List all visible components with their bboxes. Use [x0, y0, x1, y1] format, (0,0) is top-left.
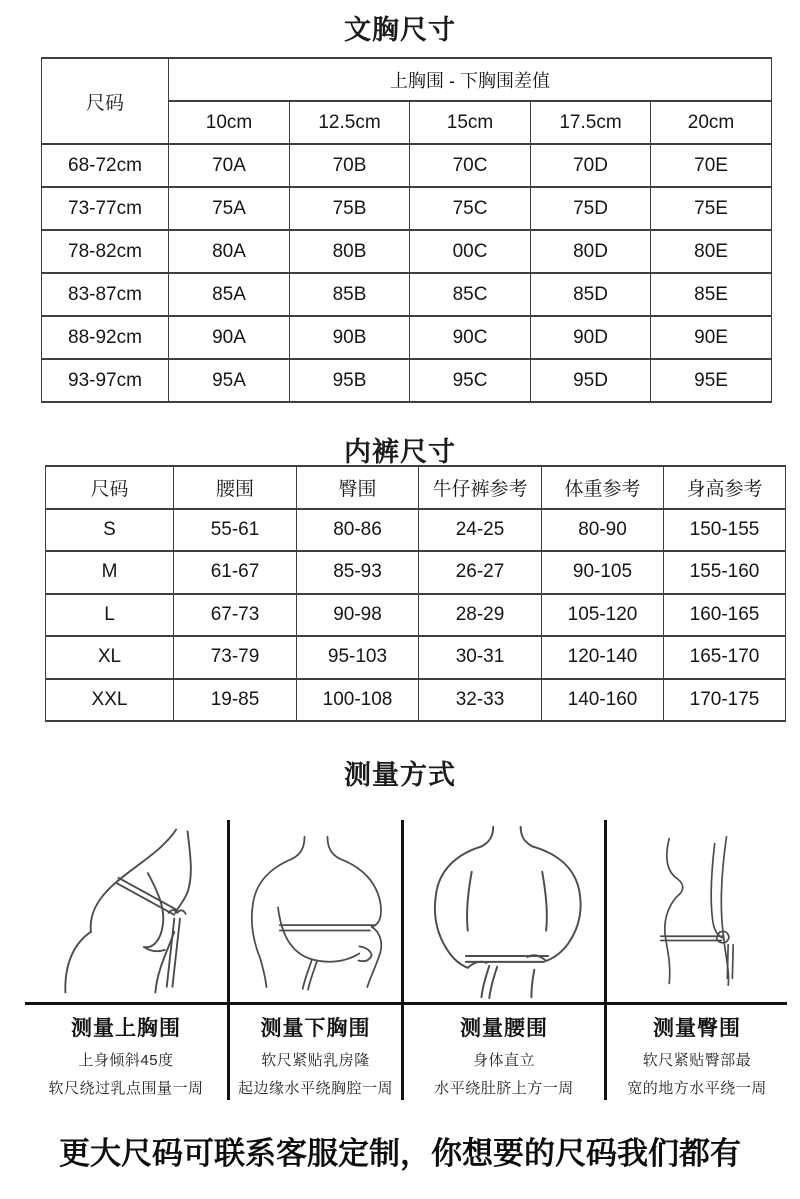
caption-line: 起边缘水平绕胸腔一周 — [237, 1080, 393, 1097]
bra-col-header: 10cm — [169, 101, 290, 144]
table-cell: 85D — [531, 273, 651, 316]
table-cell: 73-77cm — [42, 187, 169, 230]
table-cell: 26-27 — [419, 551, 542, 594]
table-cell: 85C — [410, 273, 531, 316]
caption-line: 水平绕肚脐上方一周 — [434, 1080, 574, 1097]
table-cell: 95E — [651, 359, 772, 402]
panty-section-title: 内裤尺寸 — [344, 437, 456, 467]
table-row — [42, 58, 772, 101]
table-cell: 150-155 — [664, 509, 786, 552]
table-cell: 95-103 — [297, 636, 419, 679]
under-bust-illustration — [230, 820, 401, 1005]
table-cell: 83-87cm — [42, 273, 169, 316]
bra-size-table — [41, 57, 772, 403]
table-cell: 105-120 — [542, 594, 664, 637]
caption-title: 测量腰围 — [460, 1017, 548, 1040]
table-cell: M — [46, 551, 174, 594]
table-cell: 80B — [290, 230, 410, 273]
table-cell: 90-105 — [542, 551, 664, 594]
table-cell: 75C — [410, 187, 531, 230]
table-cell: 61-67 — [174, 551, 297, 594]
lean-forward-figure-icon — [36, 822, 216, 1000]
caption-title: 测量下胸围 — [260, 1017, 371, 1040]
table-cell: 93-97cm — [42, 359, 169, 402]
panty-col-header: 腰围 — [174, 466, 297, 509]
table-cell: 120-140 — [542, 636, 664, 679]
bra-col-header: 15cm — [410, 101, 531, 144]
table-cell: XXL — [46, 679, 174, 722]
table-cell: 165-170 — [664, 636, 786, 679]
table-cell: XL — [46, 636, 174, 679]
table-row — [46, 636, 786, 679]
table-cell: S — [46, 509, 174, 552]
table-row — [42, 230, 772, 273]
table-row — [42, 359, 772, 402]
table-cell: 90E — [651, 316, 772, 359]
table-cell: 88-92cm — [42, 316, 169, 359]
caption-line: 上身倾斜45度 — [78, 1052, 174, 1069]
table-cell: 78-82cm — [42, 230, 169, 273]
table-row — [42, 144, 772, 187]
table-row — [46, 679, 786, 722]
panty-size-table — [45, 465, 786, 722]
table-cell: 95A — [169, 359, 290, 402]
table-cell: 85E — [651, 273, 772, 316]
table-cell: L — [46, 594, 174, 637]
table-cell: 70A — [169, 144, 290, 187]
table-row — [46, 551, 786, 594]
table-cell: 90C — [410, 316, 531, 359]
table-cell: 85B — [290, 273, 410, 316]
table-row — [42, 316, 772, 359]
table-cell: 90-98 — [297, 594, 419, 637]
table-cell: 80E — [651, 230, 772, 273]
table-cell: 80D — [531, 230, 651, 273]
table-cell: 67-73 — [174, 594, 297, 637]
table-cell: 70B — [290, 144, 410, 187]
caption-title: 测量上胸围 — [71, 1017, 181, 1040]
table-row — [46, 509, 786, 552]
custom-size-note: 更大尺码可联系客服定制，你想要的尺码我们都有 — [59, 1136, 741, 1171]
hip-figure-icon — [617, 822, 777, 1000]
table-cell: 170-175 — [664, 679, 786, 722]
table-cell: 90B — [290, 316, 410, 359]
bra-group-header: 上胸围 - 下胸围差值 — [169, 58, 772, 101]
table-cell: 155-160 — [664, 551, 786, 594]
caption-line: 软尺紧贴乳房隆 — [261, 1052, 370, 1069]
measure-panels — [25, 820, 789, 1100]
table-cell: 90D — [531, 316, 651, 359]
table-cell: 32-33 — [419, 679, 542, 722]
caption-title: 测量臀围 — [653, 1017, 741, 1040]
table-cell: 75B — [290, 187, 410, 230]
waist-caption — [404, 1005, 604, 1098]
table-cell: 85-93 — [297, 551, 419, 594]
caption-line: 软尺绕过乳点围量一周 — [48, 1080, 204, 1097]
waist-figure-icon — [411, 822, 597, 1000]
caption-line: 宽的地方水平绕一周 — [627, 1080, 767, 1097]
panty-col-header: 体重参考 — [542, 466, 664, 509]
hip-illustration — [607, 820, 787, 1005]
measure-panel-under-bust — [230, 820, 404, 1100]
panty-col-header: 尺码 — [46, 466, 174, 509]
table-cell: 19-85 — [174, 679, 297, 722]
upper-bust-caption — [25, 1005, 227, 1098]
table-cell: 95B — [290, 359, 410, 402]
bra-col-header: 20cm — [651, 101, 772, 144]
upper-bust-illustration — [25, 820, 227, 1005]
panty-col-header: 身高参考 — [664, 466, 786, 509]
table-cell: 30-31 — [419, 636, 542, 679]
table-cell: 28-29 — [419, 594, 542, 637]
table-cell: 80-86 — [297, 509, 419, 552]
bra-table-body — [42, 144, 772, 402]
table-row — [42, 187, 772, 230]
table-cell: 75A — [169, 187, 290, 230]
table-cell: 95C — [410, 359, 531, 402]
table-cell: 75E — [651, 187, 772, 230]
table-cell: 55-61 — [174, 509, 297, 552]
caption-line: 软尺紧贴臀部最 — [642, 1052, 752, 1069]
table-cell: 80A — [169, 230, 290, 273]
waist-illustration — [404, 820, 604, 1005]
table-cell: 00C — [410, 230, 531, 273]
underbust-figure-icon — [232, 822, 400, 1000]
table-cell: 160-165 — [664, 594, 786, 637]
measure-panel-upper-bust — [25, 820, 230, 1100]
panty-col-header: 臀围 — [297, 466, 419, 509]
bra-col-header: 12.5cm — [290, 101, 410, 144]
hip-caption — [607, 1005, 787, 1098]
panty-table-body — [46, 509, 786, 722]
table-cell: 70C — [410, 144, 531, 187]
table-cell: 140-160 — [542, 679, 664, 722]
caption-line: 身体直立 — [472, 1052, 535, 1069]
bra-section-title: 文胸尺寸 — [344, 15, 456, 45]
table-cell: 90A — [169, 316, 290, 359]
measure-panel-hip — [607, 820, 787, 1100]
table-row — [46, 594, 786, 637]
table-cell: 85A — [169, 273, 290, 316]
table-cell: 70E — [651, 144, 772, 187]
table-cell: 75D — [531, 187, 651, 230]
measure-section-title: 测量方式 — [344, 760, 456, 790]
bra-col-header: 17.5cm — [531, 101, 651, 144]
bra-corner-header: 尺码 — [42, 58, 169, 144]
table-cell: 68-72cm — [42, 144, 169, 187]
table-row — [46, 466, 786, 509]
table-cell: 24-25 — [419, 509, 542, 552]
table-cell: 80-90 — [542, 509, 664, 552]
measure-panel-waist — [404, 820, 607, 1100]
table-cell: 70D — [531, 144, 651, 187]
table-cell: 100-108 — [297, 679, 419, 722]
table-row — [42, 273, 772, 316]
table-cell: 73-79 — [174, 636, 297, 679]
panty-col-header: 牛仔裤参考 — [419, 466, 542, 509]
under-bust-caption — [230, 1005, 401, 1098]
table-cell: 95D — [531, 359, 651, 402]
